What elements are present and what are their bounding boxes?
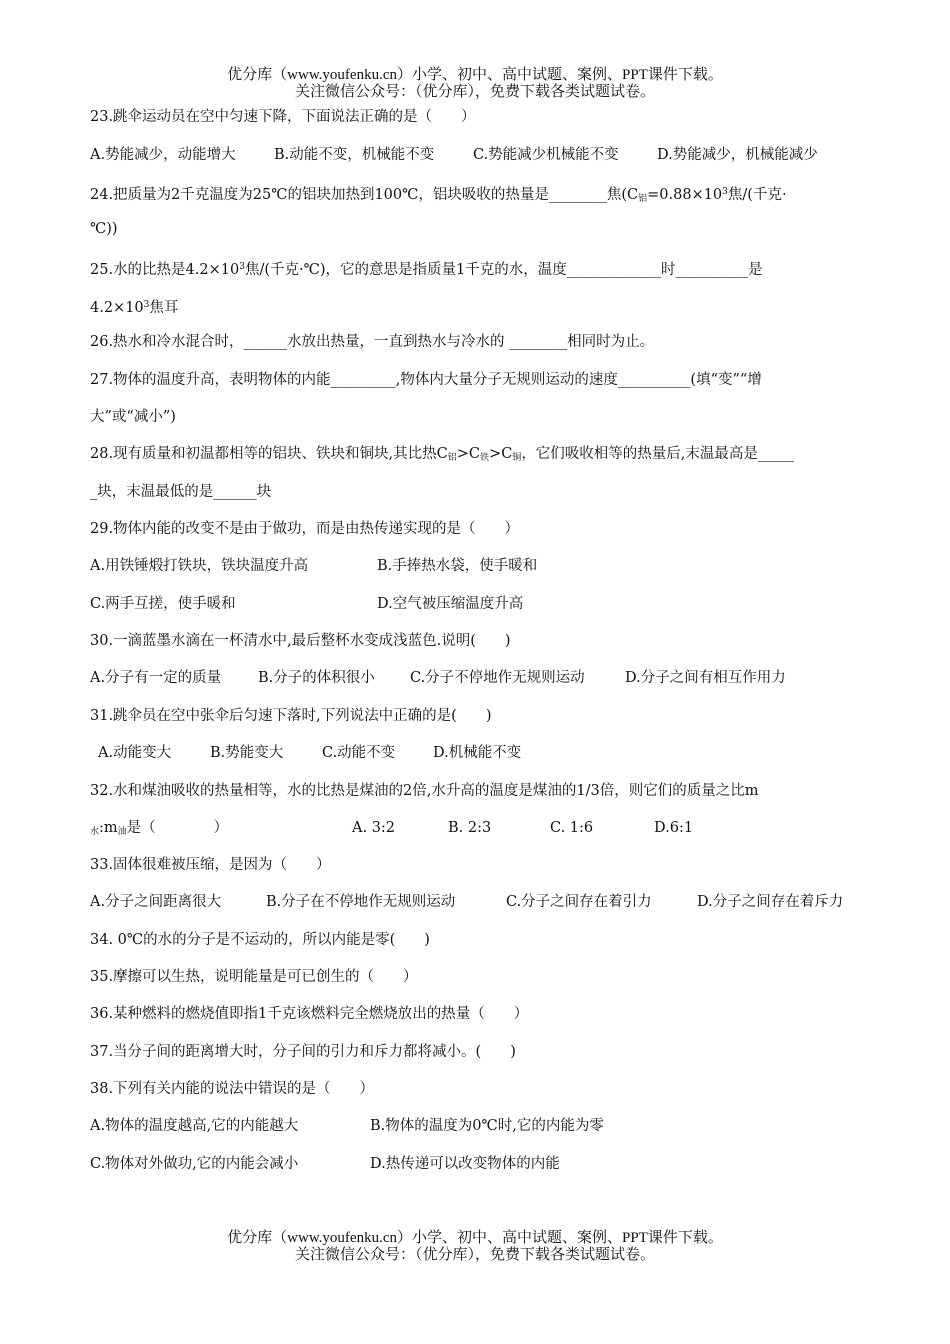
q32-line-2 [90, 818, 228, 842]
q29-option-a: A.用铁锤煅打铁块，铁块温度升高 [90, 558, 309, 574]
q28-text-a: 28.现有质量和初温都相等的铝块、铁块和铜块,其比热C [90, 446, 448, 462]
q26-stem: 26.热水和冷水混合时，______水放出热量，一直到热水与冷水的 ________相同时为止。 [90, 334, 655, 350]
q23-option-d: D.势能减少，机械能减少 [657, 147, 818, 163]
q33-option-b: B.分子在不停地作无规则运动 [266, 894, 456, 910]
q23-stem: 23.跳伞运动员在空中匀速下降，下面说法正确的是（ ） [90, 109, 476, 125]
q28-sub-2: 铁 [480, 453, 490, 463]
q25-line-2 [90, 295, 178, 318]
q28-sub-1: 铝 [447, 453, 457, 463]
q32-sub-2: 油 [117, 827, 127, 837]
q24-text-c: 焦/(千克· [727, 187, 787, 203]
q23-option-a: A.势能减少，动能增大 [90, 147, 236, 163]
q28-text-b: ，它们吸收相等的热量后,末温最高是_____ [521, 446, 795, 462]
page-header [0, 67, 950, 101]
q30-stem: 30.一滴蓝墨水滴在一杯清水中,最后整杯水变成浅蓝色.说明( ) [90, 633, 511, 649]
q31-option-b: B.势能变大 [210, 745, 284, 761]
q27-line-2: 大”或“减小”) [90, 409, 176, 425]
footer-line-1: 优分库（www.youfenku.cn）小学、初中、高中试题、案例、PPT课件下载。 [227, 1230, 723, 1246]
q32-text-rest: 是（ ） [126, 820, 229, 836]
q29-stem: 29.物体内能的改变不是由于做功，而是由热传递实现的是（ ） [90, 521, 520, 537]
q32-line-1: 32.水和煤油吸收的热量相等，水的比热是煤油的2倍,水升高的温度是煤油的1/3倍，则它们的质量之比m [90, 783, 759, 799]
q25-text-a: 25.水的比热是4.2×10 [90, 262, 240, 278]
q35-stem: 35.摩擦可以生热，说明能量是可已创生的（ ） [90, 969, 418, 985]
q25-sup: 3 [239, 262, 245, 272]
q37-stem: 37.当分子间的距离增大时，分子间的引力和斥力都将减小。( ) [90, 1044, 516, 1060]
q32-option-d: D.6:1 [654, 820, 694, 836]
q31-option-a: A.动能变大 [98, 745, 172, 761]
q30-option-a: A.分子有一定的质量 [90, 670, 222, 686]
q25-line-1 [90, 257, 762, 280]
q38-option-a: A.物体的温度越高,它的内能越大 [90, 1118, 299, 1134]
q32-option-c: C. 1:6 [550, 820, 594, 836]
q24-text-a: 24.把质量为2千克温度为25℃的铝块加热到100℃，铝块吸收的热量是________焦(C [90, 187, 639, 203]
q32-option-a: A. 3:2 [352, 820, 396, 836]
q29-option-d: D.空气被压缩温度升高 [377, 596, 524, 612]
q36-stem: 36.某种燃料的燃烧值即指1千克该燃料完全燃烧放出的热量（ ） [90, 1006, 529, 1022]
q27-line-1: 27.物体的温度升高，表明物体的内能_________,物体内大量分子无规则运动的速度__________(填“变”“增 [90, 372, 762, 388]
q31-option-d: D.机械能不变 [433, 745, 522, 761]
q29-option-b: B.手捧热水袋，使手暖和 [377, 558, 538, 574]
q31-option-c: C.动能不变 [322, 745, 396, 761]
q38-option-d: D.热传递可以改变物体的内能 [370, 1156, 560, 1172]
q30-option-d: D.分子之间有相互作用力 [625, 670, 786, 686]
q33-stem: 33.固体很难被压缩，是因为（ ） [90, 857, 331, 873]
q32-colon: :m [99, 820, 118, 836]
q31-stem: 31.跳伞员在空中张伞后匀速下落时,下列说法中正确的是( ) [90, 708, 492, 724]
q23-option-c: C.势能减少机械能不变 [473, 147, 619, 163]
q32-sub-1: 水 [90, 827, 100, 837]
q24-sub: 铝 [638, 194, 648, 204]
q33-option-d: D.分子之间存在着斥力 [697, 894, 844, 910]
q29-option-c: C.两手互搓，使手暖和 [90, 596, 236, 612]
q32-option-b: B. 2:3 [448, 820, 492, 836]
q25-text-b: 焦/(千克·℃)，它的意思是指质量1千克的水，温度_____________时__________是 [244, 262, 763, 278]
q38-option-b: B.物体的温度为0℃时,它的内能为零 [370, 1118, 604, 1134]
q23-option-b: B.动能不变，机械能不变 [274, 147, 435, 163]
q28-sub-3: 铜 [512, 453, 522, 463]
q38-stem: 38.下列有关内能的说法中错误的是（ ） [90, 1081, 375, 1097]
page-footer [0, 1230, 950, 1264]
q28-line-1 [90, 444, 794, 468]
q30-option-c: C.分子不停地作无规则运动 [410, 670, 585, 686]
q25-line2-text-a: 4.2×10 [90, 300, 144, 316]
q25-line2-text-b: 焦耳 [149, 300, 179, 316]
q34-stem: 34. 0℃的水的分子是不运动的，所以内能是零( ) [90, 932, 430, 948]
header-line-1: 优分库（www.youfenku.cn）小学、初中、高中试题、案例、PPT课件下载。 [227, 67, 723, 83]
q30-option-b: B.分子的体积很小 [258, 670, 375, 686]
q24-text-b: =0.88×10 [647, 187, 723, 203]
q33-option-a: A.分子之间距离很大 [90, 894, 222, 910]
q38-option-c: C.物体对外做功,它的内能会减小 [90, 1156, 299, 1172]
header-line-2: 关注微信公众号：（优分库），免费下载各类试题试卷。 [294, 84, 655, 100]
q24-line-2: ℃)) [90, 221, 118, 237]
q24-sup: 3 [722, 187, 728, 197]
q28-gt-2: >C [489, 446, 513, 462]
q24-line-1 [90, 182, 787, 209]
footer-line-2: 关注微信公众号：（优分库），免费下载各类试题试卷。 [294, 1247, 655, 1263]
q33-option-c: C.分子之间存在着引力 [506, 894, 652, 910]
q28-gt-1: >C [456, 446, 481, 462]
q28-line-2: _块，末温最低的是______块 [90, 484, 272, 500]
q25-line2-sup: 3 [143, 300, 150, 310]
